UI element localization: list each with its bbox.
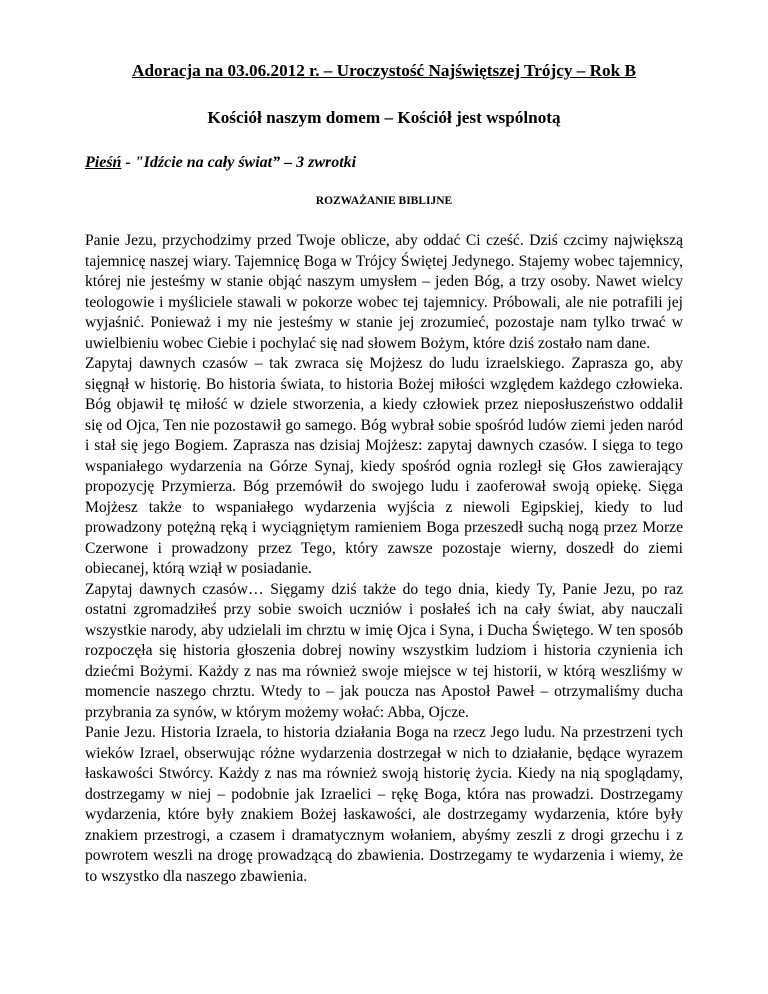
body-text (85, 231, 683, 887)
document-page (85, 60, 683, 887)
paragraph: Panie Jezu. Historia Izraela, to historia działania Boga na rzecz Jego ludu. Na przestrzeni tych wieków Izrael, obserwując różne wydarzenia dostrzegał w nich to działanie, będące wyrazem łaskawości Stwórcy. Każdy z nas ma również swoją historię życia. Kiedy na nią spoglądamy, dostrzegamy w niej – podobnie jak Izraelici – rękę Boga, która nas prowadzi. Dostrzegamy wydarzenia, które były znakiem Bożej łaskawości, ale dostrzegamy wydarzenia, które były znakiem przestrogi, a czasem i dramatycznym wołaniem, abyśmy zeszli z drogi grzechu i z powrotem weszli na drogę prowadzącą do zbawienia. Dostrzegamy te wydarzenia i wiemy, że to wszystko dla naszego zbawienia. (85, 724, 683, 885)
song-label: Pieśń (85, 154, 122, 171)
paragraph: Panie Jezu, przychodzimy przed Twoje oblicze, aby oddać Ci cześć. Dziś czcimy największą tajemnicę naszej wiary. Tajemnicę Boga w Trójcy Świętej Jedynego. Stajemy wobec tajemnicy, której nie jesteśmy w stanie objąć naszym umysłem – jeden Bóg, a trzy osoby. Nawet wielcy teologowie i myśliciele stawali w pokorze wobec tej tajemnicy. Próbowali, ale nie potrafili jej wyjaśnić. Ponieważ i my nie jesteśmy w stanie jej zrozumieć, pozostaje nam tylko trwać w uwielbieniu wobec Ciebie i pochylać się nad słowem Bożym, które dziś zostało nam dane. (85, 232, 683, 352)
song-line (85, 153, 683, 173)
song-text: - "Idźcie na cały świat” – 3 zwrotki (121, 154, 357, 171)
section-heading: ROZWAŻANIE BIBLIJNE (315, 195, 453, 207)
paragraph: Zapytaj dawnych czasów… Sięgamy dziś także do tego dnia, kiedy Ty, Panie Jezu, po raz ostatni zgromadziłeś przy sobie swoich uczniów i posłałeś ich na cały świat, aby nauczali wszystkie narody, aby udzielali im chrztu w imię Ojca i Syna, i Ducha Świętego. W ten sposób rozpoczęła się historia głoszenia dobrej nowiny wszystkim ludziom i historia czynienia ich dziećmi Bożymi. Każdy z nas ma również swoje miejsce w tej historii, w którą weszliśmy w momencie naszego chrztu. Wtedy to – jak poucza nas Apostoł Paweł – otrzymaliśmy ducha przybrania za synów, w którym możemy wołać: Abba, Ojcze. (85, 580, 683, 721)
paragraph: Zapytaj dawnych czasów – tak zwraca się Mojżesz do ludu izraelskiego. Zaprasza go, aby sięgnął w historię. Bo historia świata, to historia Bożej miłości względem każdego człowieka. Bóg objawił tę miłość w dziele stworzenia, a kiedy człowiek przez nieposłuszeństwo oddalił się od Ojca, Ten nie pozostawił go samego. Bóg wybrał sobie spośród ludów ziemi jeden naród i stał się jego Bogiem. Zaprasza nas dzisiaj Mojżesz: zapytaj dawnych czasów. I sięga to tego wspaniałego wydarzenia na Górze Synaj, kiedy spośród ognia rozległ się Głos zawierający propozycję Przymierza. Bóg przemówił do swojego ludu i zaoferował swoją opiekę. Sięga Mojżesz także to wspaniałego wydarzenia wyjścia z niewoli Egipskiej, kiedy to lud prowadzony potężną ręką i wyciągniętym ramieniem Boga przeszedł suchą nogą przez Morze Czerwone i prowadzony przez Tego, który zawsze pozostaje wierny, doszedł do ziemi obiecanej, którą wziął w posiadanie. (85, 355, 683, 577)
document-title: Adoracja na 03.06.2012 r. – Uroczystość Najświętszej Trójcy – Rok B (132, 61, 636, 80)
document-subtitle: Kościół naszym domem – Kościół jest wspólnotą (207, 108, 561, 127)
